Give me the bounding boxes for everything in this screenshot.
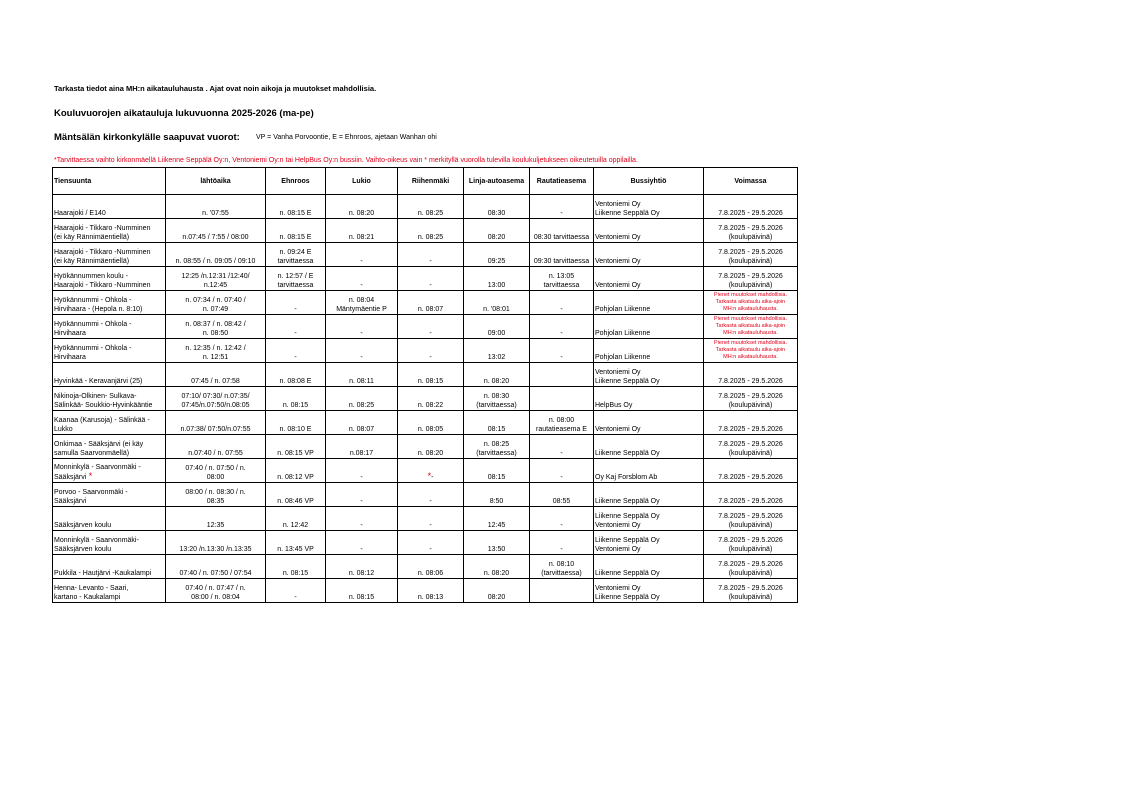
- cell-railway-station: -: [530, 291, 594, 315]
- cell-operator: HelpBus Oy: [594, 387, 704, 411]
- column-header-route: Tiensuunta: [53, 168, 166, 195]
- table-row: [53, 459, 798, 483]
- cell-ehnroos: n. 08:15 E: [266, 219, 326, 243]
- cell-railway-station: -: [530, 507, 594, 531]
- column-header-riihenmaki: Riihenmäki: [398, 168, 464, 195]
- cell-operator: Ventoniemi Oy Liikenne Seppälä Oy: [594, 363, 704, 387]
- cell-operator: Ventoniemi Oy: [594, 243, 704, 267]
- cell-operator: Ventoniemi Oy Liikenne Seppälä Oy: [594, 579, 704, 603]
- cell-riihenmaki: n. 08:20: [398, 435, 464, 459]
- cell-validity: 7.8.2025 - 29.5.2026 (koulupäivinä): [704, 243, 798, 267]
- cell-operator: Liikenne Seppälä Oy Ventoniemi Oy: [594, 507, 704, 531]
- cell-riihenmaki: n. 08:22: [398, 387, 464, 411]
- cell-departure: n. 08:37 / n. 08:42 / n. 08:50: [166, 315, 266, 339]
- cell-operator: Pohjolan Liikenne: [594, 315, 704, 339]
- cell-operator: Ventoniemi Oy: [594, 411, 704, 435]
- table-row: [53, 507, 798, 531]
- cell-route: Haarajoki - Tikkaro -Numminen (ei käy Rännimäentiellä): [53, 243, 166, 267]
- cell-validity: Pienet muutokset mahdollisia. Tarkasta aikataulu aika-ajoin MH:n aikatauluhausta.: [704, 315, 798, 339]
- cell-riihenmaki: -: [398, 531, 464, 555]
- cell-departure: n.07:40 / n. 07:55: [166, 435, 266, 459]
- cell-railway-station: n. 08:10 (tarvittaessa): [530, 555, 594, 579]
- cell-bus-station: 09:25: [464, 243, 530, 267]
- cell-validity: 7.8.2025 - 29.5.2026 (koulupäivinä): [704, 507, 798, 531]
- route-legend: VP = Vanha Porvoontie, E = Ehnroos, ajetaan Wanhan ohi: [256, 134, 437, 141]
- cell-bus-station: 08:20: [464, 219, 530, 243]
- cell-riihenmaki: -: [398, 267, 464, 291]
- cell-ehnroos: -: [266, 315, 326, 339]
- cell-validity: 7.8.2025 - 29.5.2026 (koulupäivinä): [704, 531, 798, 555]
- cell-route: Haarajoki - Tikkaro -Numminen (ei käy Rännimäentiellä): [53, 219, 166, 243]
- cell-validity: 7.8.2025 - 29.5.2026: [704, 411, 798, 435]
- table-row: [53, 483, 798, 507]
- cell-bus-station: 08:15: [464, 411, 530, 435]
- column-header-railway-station: Rautatieasema: [530, 168, 594, 195]
- table-row: [53, 315, 798, 339]
- cell-lukio: n. 08:11: [326, 363, 398, 387]
- cell-departure: n.07:38/ 07:50/n.07:55: [166, 411, 266, 435]
- cell-departure: 07:40 / n. 07:47 / n. 08:00 / n. 08:04: [166, 579, 266, 603]
- cell-railway-station: n. 13:05 tarvittaessa: [530, 267, 594, 291]
- cell-departure: n. 07:34 / n. 07:40 / n. 07:49: [166, 291, 266, 315]
- cell-route: Porvoo - Saarvonmäki - Sääksjärvi: [53, 483, 166, 507]
- cell-departure: n. 08:55 / n. 09:05 / 09:10: [166, 243, 266, 267]
- cell-operator: Ventoniemi Oy: [594, 219, 704, 243]
- cell-route: Monninkylä - Saarvonmäki- Sääksjärven koulu: [53, 531, 166, 555]
- cell-departure: 12:25 /n.12:31 /12:40/ n.12:45: [166, 267, 266, 291]
- cell-lukio: -: [326, 483, 398, 507]
- cell-ehnroos: n. 08:46 VP: [266, 483, 326, 507]
- cell-bus-station: n. 08:20: [464, 555, 530, 579]
- column-header-operator: Bussiyhtiö: [594, 168, 704, 195]
- cell-bus-station: n. 08:25 (tarvittaessa): [464, 435, 530, 459]
- cell-lukio: -: [326, 459, 398, 483]
- cell-departure: n. 12:35 / n. 12:42 / n. 12:51: [166, 339, 266, 363]
- cell-lukio: n. 08:25: [326, 387, 398, 411]
- cell-ehnroos: n. 12:42: [266, 507, 326, 531]
- cell-ehnroos: n. 08:15: [266, 387, 326, 411]
- cell-lukio: n. 08:15: [326, 579, 398, 603]
- page-title: Kouluvuorojen aikatauluja lukuvuonna 2025-2026 (ma-pe): [54, 108, 314, 119]
- table-row: [53, 387, 798, 411]
- cell-validity: 7.8.2025 - 29.5.2026 (koulupäivinä): [704, 267, 798, 291]
- cell-bus-station: n. '08:01: [464, 291, 530, 315]
- cell-operator: Ventoniemi Oy Liikenne Seppälä Oy: [594, 195, 704, 219]
- cell-riihenmaki: n. 08:25: [398, 195, 464, 219]
- cell-validity: 7.8.2025 - 29.5.2026: [704, 195, 798, 219]
- cell-validity: 7.8.2025 - 29.5.2026: [704, 363, 798, 387]
- table-row: [53, 195, 798, 219]
- cell-bus-station: 08:20: [464, 579, 530, 603]
- table-row: [53, 531, 798, 555]
- table-row: [53, 435, 798, 459]
- cell-lukio: -: [326, 507, 398, 531]
- cell-railway-station: [530, 387, 594, 411]
- cell-route: Sääksjärven koulu: [53, 507, 166, 531]
- cell-lukio: n. 08:21: [326, 219, 398, 243]
- cell-bus-station: 08:30: [464, 195, 530, 219]
- cell-route: Hyökännummi - Ohkola - Hirvihaara: [53, 339, 166, 363]
- cell-ehnroos: -: [266, 579, 326, 603]
- cell-departure: 12:35: [166, 507, 266, 531]
- cell-route: Hyökännummen koulu - Haarajoki - Tikkaro -Numminen: [53, 267, 166, 291]
- cell-lukio: -: [326, 267, 398, 291]
- cell-operator: Oy Kaj Forsblom Ab: [594, 459, 704, 483]
- cell-lukio: n.08:17: [326, 435, 398, 459]
- cell-railway-station: -: [530, 435, 594, 459]
- column-header-ehnroos: Ehnroos: [266, 168, 326, 195]
- cell-railway-station: -: [530, 339, 594, 363]
- cell-validity: 7.8.2025 - 29.5.2026 (koulupäivinä): [704, 387, 798, 411]
- cell-route: Haarajoki / E140: [53, 195, 166, 219]
- cell-route: Hyvinkää - Keravanjärvi (25): [53, 363, 166, 387]
- table-row: [53, 555, 798, 579]
- cell-validity: Pienet muutokset mahdollisia. Tarkasta aikataulu aika-ajoin MH:n aikatauluhausta.: [704, 339, 798, 363]
- table-row: [53, 363, 798, 387]
- cell-lukio: -: [326, 315, 398, 339]
- cell-riihenmaki: n. 08:05: [398, 411, 464, 435]
- cell-departure: 13:20 /n.13:30 /n.13:35: [166, 531, 266, 555]
- cell-riihenmaki: n. 08:07: [398, 291, 464, 315]
- cell-railway-station: 08:55: [530, 483, 594, 507]
- table-row: [53, 291, 798, 315]
- cell-riihenmaki: -: [398, 243, 464, 267]
- cell-route: Pukkila - Hautjärvi -Kaukalampi: [53, 555, 166, 579]
- cell-railway-station: -: [530, 315, 594, 339]
- cell-departure: 08:00 / n. 08:30 / n. 08:35: [166, 483, 266, 507]
- cell-operator: Liikenne Seppälä Oy: [594, 555, 704, 579]
- cell-validity: 7.8.2025 - 29.5.2026 (koulupäivinä): [704, 555, 798, 579]
- cell-bus-station: 13:02: [464, 339, 530, 363]
- header-row: [53, 168, 798, 195]
- cell-railway-station: [530, 363, 594, 387]
- cell-bus-station: n. 08:30 (tarvittaessa): [464, 387, 530, 411]
- cell-riihenmaki: n. 08:13: [398, 579, 464, 603]
- cell-operator: Pohjolan Liikenne: [594, 339, 704, 363]
- table-row: [53, 339, 798, 363]
- column-header-bus-station: Linja-autoasema: [464, 168, 530, 195]
- cell-departure: 07:40 / n. 07:50 / n. 08:00: [166, 459, 266, 483]
- cell-operator: Liikenne Seppälä Oy: [594, 483, 704, 507]
- cell-ehnroos: n. 09:24 E tarvittaessa: [266, 243, 326, 267]
- cell-railway-station: -: [530, 195, 594, 219]
- cell-route: Onkimaa - Sääksjärvi (ei käy samulla Saarvonmäellä): [53, 435, 166, 459]
- cell-departure: 07:45 / n. 07:58: [166, 363, 266, 387]
- cell-validity: 7.8.2025 - 29.5.2026 (koulupäivinä): [704, 219, 798, 243]
- column-header-lukio: Lukio: [326, 168, 398, 195]
- cell-validity: 7.8.2025 - 29.5.2026: [704, 459, 798, 483]
- cell-ehnroos: n. 08:08 E: [266, 363, 326, 387]
- cell-bus-station: 13:50: [464, 531, 530, 555]
- cell-route: Kaanaa (Karusoja) - Sälinkää - Lukko: [53, 411, 166, 435]
- cell-railway-station: [530, 579, 594, 603]
- cell-ehnroos: -: [266, 291, 326, 315]
- cell-departure: 07:40 / n. 07:50 / 07:54: [166, 555, 266, 579]
- cell-riihenmaki: -: [398, 339, 464, 363]
- cell-bus-station: 09:00: [464, 315, 530, 339]
- table-row: [53, 243, 798, 267]
- cell-ehnroos: n. 13:45 VP: [266, 531, 326, 555]
- cell-ehnroos: n. 12:57 / E tarvittaessa: [266, 267, 326, 291]
- cell-route: Nikinoja-Olkinen- Sulkava- Sälinkää- Soukkio-Hyvinkääntie: [53, 387, 166, 411]
- column-header-departure: lähtöaika: [166, 168, 266, 195]
- table-row: [53, 579, 798, 603]
- cell-validity: 7.8.2025 - 29.5.2026 (koulupäivinä): [704, 435, 798, 459]
- cell-railway-station: -: [530, 459, 594, 483]
- cell-ehnroos: n. 08:10 E: [266, 411, 326, 435]
- table-row: [53, 411, 798, 435]
- cell-railway-station: 08:30 tarvittaessa: [530, 219, 594, 243]
- disclaimer-note: Tarkasta tiedot aina MH:n aikatauluhausta . Ajat ovat noin aikoja ja muutokset mahdollisia.: [54, 84, 377, 93]
- transfer-note: *Tarvittaessa vaihto kirkonmäellä Liikenne Seppälä Oy:n, Ventoniemi Oy:n tai HelpBus Oy:n bussiin. Vaihto-oikeus vain * merkityllä vuorolla tulevilla koulukuljetukseen oikeutetuilla oppilailla.: [54, 157, 638, 164]
- cell-lukio: n. 08:12: [326, 555, 398, 579]
- cell-bus-station: 13:00: [464, 267, 530, 291]
- cell-ehnroos: n. 08:12 VP: [266, 459, 326, 483]
- cell-operator: Liikenne Seppälä Oy Ventoniemi Oy: [594, 531, 704, 555]
- cell-railway-station: n. 08:00 rautatieasema E: [530, 411, 594, 435]
- cell-riihenmaki: -: [398, 315, 464, 339]
- cell-lukio: -: [326, 531, 398, 555]
- cell-riihenmaki: n. 08:25: [398, 219, 464, 243]
- cell-route: Henna- Levanto - Saari, kartano - Kaukalampi: [53, 579, 166, 603]
- transfer-marker: *: [427, 471, 432, 481]
- cell-bus-station: 12:45: [464, 507, 530, 531]
- cell-operator: Liikenne Seppälä Oy: [594, 435, 704, 459]
- cell-route: Hyökännummi - Ohkola - Hirvihaara: [53, 315, 166, 339]
- cell-validity: 7.8.2025 - 29.5.2026: [704, 483, 798, 507]
- cell-riihenmaki: *-: [398, 459, 464, 483]
- cell-riihenmaki: -: [398, 483, 464, 507]
- cell-route: Hyökännummi - Ohkola - Hirvihaara - (Hepola n. 8:10): [53, 291, 166, 315]
- schedule-table: [52, 167, 798, 603]
- cell-lukio: -: [326, 339, 398, 363]
- cell-operator: Pohjolan Liikenne: [594, 291, 704, 315]
- cell-riihenmaki: n. 08:06: [398, 555, 464, 579]
- cell-ehnroos: n. 08:15 E: [266, 195, 326, 219]
- section-subtitle: Mäntsälän kirkonkylälle saapuvat vuorot:: [54, 132, 240, 143]
- cell-validity: 7.8.2025 - 29.5.2026 (koulupäivinä): [704, 579, 798, 603]
- cell-riihenmaki: n. 08:15: [398, 363, 464, 387]
- cell-operator: Ventoniemi Oy: [594, 267, 704, 291]
- cell-lukio: -: [326, 243, 398, 267]
- transfer-marker: *: [86, 471, 93, 481]
- cell-bus-station: n. 08:20: [464, 363, 530, 387]
- table-row: [53, 267, 798, 291]
- table-row: [53, 219, 798, 243]
- cell-bus-station: 08:15: [464, 459, 530, 483]
- cell-departure: n. '07:55: [166, 195, 266, 219]
- cell-lukio: n. 08:04 Mäntymäentie P: [326, 291, 398, 315]
- cell-riihenmaki: -: [398, 507, 464, 531]
- column-header-validity: Voimassa: [704, 168, 798, 195]
- cell-bus-station: 8:50: [464, 483, 530, 507]
- cell-route: Monninkylä - Saarvonmäki - Sääksjärvi *: [53, 459, 166, 483]
- cell-railway-station: 09:30 tarvittaessa: [530, 243, 594, 267]
- cell-ehnroos: -: [266, 339, 326, 363]
- cell-ehnroos: n. 08:15: [266, 555, 326, 579]
- cell-lukio: n. 08:20: [326, 195, 398, 219]
- cell-lukio: n. 08:07: [326, 411, 398, 435]
- cell-departure: 07:10/ 07:30/ n.07:35/ 07:45/n.07:50/n.08:05: [166, 387, 266, 411]
- cell-railway-station: -: [530, 531, 594, 555]
- cell-ehnroos: n. 08:15 VP: [266, 435, 326, 459]
- cell-validity: Pienet muutokset mahdollisia. Tarkasta aikataulu aika-ajoin MH:n aikatauluhausta.: [704, 291, 798, 315]
- cell-departure: n.07:45 / 7:55 / 08:00: [166, 219, 266, 243]
